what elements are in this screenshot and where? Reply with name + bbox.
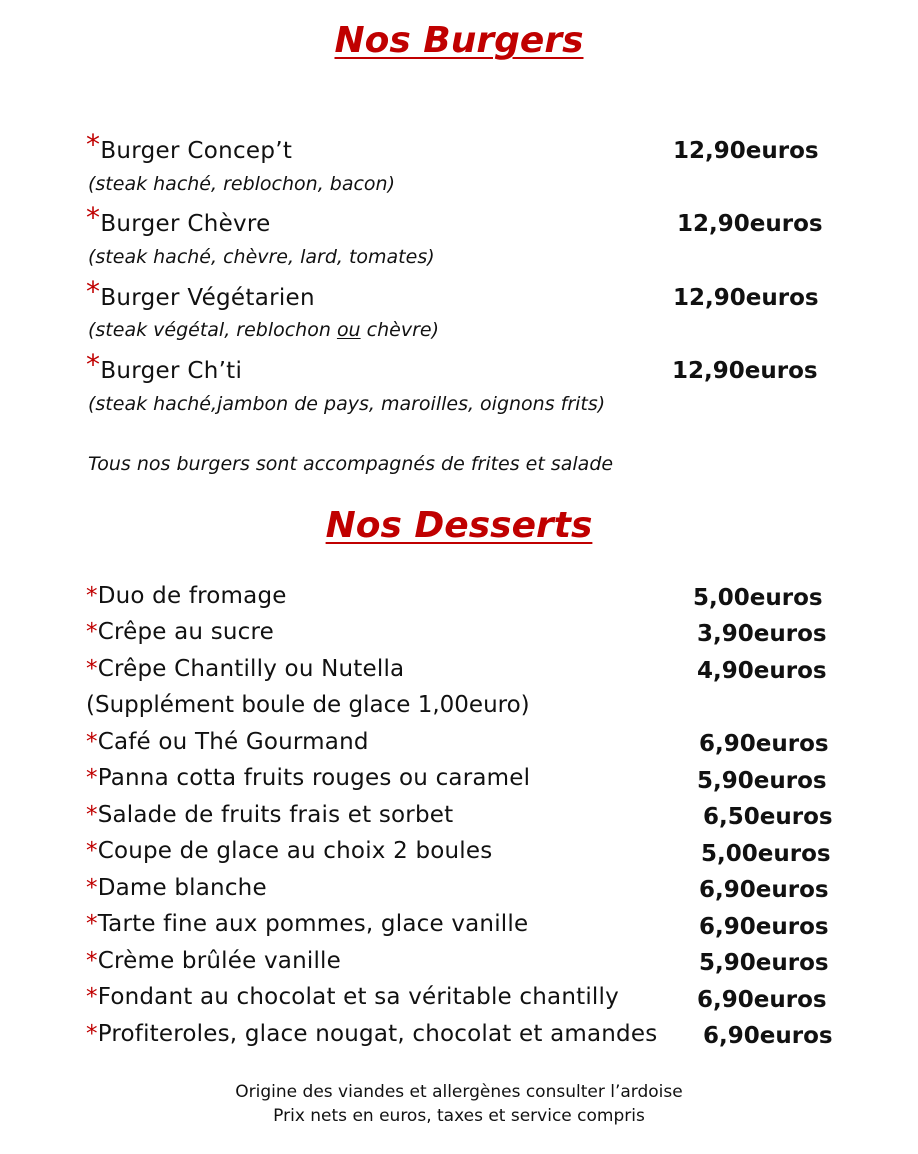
- dessert-item-price: 4,90euros: [697, 658, 827, 684]
- burger-item-price: 12,90euros: [672, 358, 818, 384]
- dessert-item-price: 5,90euros: [697, 768, 827, 794]
- desserts-title: Nos Desserts: [325, 505, 593, 546]
- star-icon: *: [86, 656, 98, 682]
- burgers-title: Nos Burgers: [334, 20, 584, 61]
- star-icon: *: [86, 729, 98, 755]
- dessert-item-name: *Café ou Thé Gourmand: [86, 729, 369, 755]
- dessert-item-name: *Tarte fine aux pommes, glace vanille: [86, 911, 529, 937]
- star-icon: *: [86, 1021, 98, 1047]
- burger-item-description: (steak haché, reblochon, bacon): [88, 173, 396, 195]
- dessert-item-name: *Dame blanche: [86, 875, 267, 901]
- dessert-item-price: 6,90euros: [699, 877, 829, 903]
- dessert-item-name: *Fondant au chocolat et sa véritable chantilly: [86, 984, 619, 1010]
- dessert-item-price: 3,90euros: [697, 621, 827, 647]
- underlined-word: ou: [336, 319, 361, 341]
- burger-item-description: (steak haché,jambon de pays, maroilles, oignons frits): [88, 393, 606, 415]
- dessert-item-name: *Duo de fromage: [86, 583, 287, 609]
- dessert-item-name: *Salade de fruits frais et sorbet: [86, 802, 454, 828]
- star-icon: *: [86, 583, 98, 609]
- dessert-item-price: 6,90euros: [699, 914, 829, 940]
- star-icon: *: [86, 765, 98, 791]
- burger-item-name: *Burger Végétarien: [86, 275, 315, 311]
- burger-item-price: 12,90euros: [673, 138, 819, 164]
- burger-item-description: (steak végétal, reblochon ou chèvre): [88, 319, 439, 341]
- burger-item-name: *Burger Chèvre: [86, 201, 271, 237]
- dessert-item-name: *Coupe de glace au choix 2 boules: [86, 838, 493, 864]
- dessert-item-name: *Profiteroles, glace nougat, chocolat et amandes: [86, 1021, 658, 1047]
- dessert-item-price: 5,00euros: [693, 585, 823, 611]
- dessert-item-price: 5,00euros: [701, 841, 831, 867]
- burger-item-price: 12,90euros: [677, 211, 823, 237]
- footer-price-note: Prix nets en euros, taxes et service compris: [273, 1106, 645, 1126]
- dessert-item-price: 6,50euros: [703, 804, 833, 830]
- star-icon: *: [86, 838, 98, 864]
- burgers-note: Tous nos burgers sont accompagnés de frites et salade: [88, 453, 614, 475]
- dessert-item-name: *Panna cotta fruits rouges ou caramel: [86, 765, 531, 791]
- dessert-item-price: 6,90euros: [699, 731, 829, 757]
- star-icon: *: [86, 984, 98, 1010]
- burger-item-name: *Burger Ch’ti: [86, 348, 243, 384]
- dessert-item-price: 6,90euros: [697, 987, 827, 1013]
- dessert-item-name: *Crêpe Chantilly ou Nutella: [86, 656, 405, 682]
- burger-item-description: (steak haché, chèvre, lard, tomates): [88, 246, 435, 268]
- dessert-item-price: 6,90euros: [703, 1023, 833, 1049]
- star-icon: *: [86, 875, 98, 901]
- footer-origin-note: Origine des viandes et allergènes consulter l’ardoise: [235, 1082, 683, 1102]
- star-icon: *: [86, 911, 98, 937]
- star-icon: *: [86, 348, 101, 381]
- supplement-note: (Supplément boule de glace 1,00euro): [86, 692, 530, 718]
- star-icon: *: [86, 128, 101, 161]
- star-icon: *: [86, 201, 101, 234]
- burger-item-price: 12,90euros: [673, 285, 819, 311]
- dessert-item-name: *Crêpe au sucre: [86, 619, 275, 645]
- star-icon: *: [86, 275, 101, 308]
- star-icon: *: [86, 802, 98, 828]
- burger-item-name: *Burger Concep’t: [86, 128, 293, 164]
- dessert-item-price: 5,90euros: [699, 950, 829, 976]
- star-icon: *: [86, 619, 98, 645]
- star-icon: *: [86, 948, 98, 974]
- dessert-item-name: *Crème brûlée vanille: [86, 948, 341, 974]
